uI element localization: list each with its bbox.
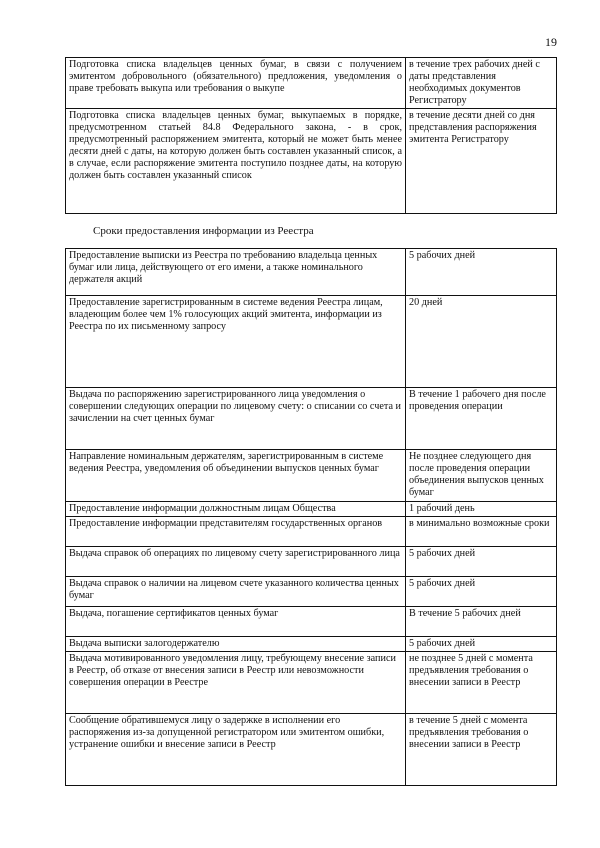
table-row xyxy=(66,388,557,450)
action-cell: Выдача справок об операциях по лицевому счету зарегистрированного лица xyxy=(66,547,406,577)
deadline-cell: 20 дней xyxy=(406,296,557,388)
table-row xyxy=(66,58,557,109)
deadline-cell: 5 рабочих дней xyxy=(406,577,557,607)
table-row xyxy=(66,607,557,637)
action-cell: Предоставление информации представителям государственных органов xyxy=(66,517,406,547)
section-title: Сроки предоставления информации из Реестра xyxy=(93,225,314,237)
deadline-cell: Не позднее следующего дня после проведения операции объединения выпусков ценных бумаг xyxy=(406,450,557,502)
action-cell: Выдача по распоряжению зарегистрированного лица уведомления о совершении следующих операции по лицевому счету: о списании со счета и зачислении на счет ценных бумаг xyxy=(66,388,406,450)
action-cell: Предоставление выписки из Реестра по требованию владельца ценных бумаг или лица, действующего от его имени, а также номинального держателя акций xyxy=(66,249,406,296)
table-row xyxy=(66,109,557,214)
deadline-cell: 5 рабочих дней xyxy=(406,637,557,652)
table-row xyxy=(66,577,557,607)
top-deadlines-table xyxy=(65,57,557,214)
table-row xyxy=(66,502,557,517)
deadline-cell: В течение 1 рабочего дня после проведения операции xyxy=(406,388,557,450)
deadline-cell: в течение десяти дней со дня представления распоряжения эмитента Регистратору xyxy=(406,109,557,214)
action-cell: Выдача выписки залогодержателю xyxy=(66,637,406,652)
deadline-cell: не позднее 5 дней с момента предъявления требования о внесении записи в Реестр xyxy=(406,652,557,714)
action-cell: Выдача мотивированного уведомления лицу, требующему внесение записи в Реестр, об отказе от внесения записи в Реестр или невозможности совершения операции в Реестре xyxy=(66,652,406,714)
deadline-cell: в течение 5 дней с момента предъявления требования о внесении записи в Реестр xyxy=(406,714,557,786)
action-cell: Направление номинальным держателям, зарегистрированным в системе ведения Реестра, уведомления об объединении выпусков ценных бумаг xyxy=(66,450,406,502)
deadline-cell: 5 рабочих дней xyxy=(406,547,557,577)
page-number: 19 xyxy=(545,35,557,49)
table-row xyxy=(66,652,557,714)
table-row xyxy=(66,547,557,577)
info-deadlines-table xyxy=(65,248,557,786)
table-row xyxy=(66,637,557,652)
table-row xyxy=(66,249,557,296)
action-cell: Предоставление зарегистрированным в системе ведения Реестра лицам, владеющим более чем 1% голосующих акций эмитента, информации из Реестра по их письменному запросу xyxy=(66,296,406,388)
deadline-cell: в минимально возможные сроки xyxy=(406,517,557,547)
action-cell: Выдача справок о наличии на лицевом счете указанного количества ценных бумаг xyxy=(66,577,406,607)
action-cell: Подготовка списка владельцев ценных бумаг, в связи с получением эмитентом добровольного (обязательного) предложения, уведомления о праве требовать выкупа или требования о выкупе xyxy=(66,58,406,109)
table-row xyxy=(66,517,557,547)
table-row xyxy=(66,450,557,502)
action-cell: Предоставление информации должностным лицам Общества xyxy=(66,502,406,517)
deadline-cell: 5 рабочих дней xyxy=(406,249,557,296)
action-cell: Выдача, погашение сертификатов ценных бумаг xyxy=(66,607,406,637)
deadline-cell: В течение 5 рабочих дней xyxy=(406,607,557,637)
table-row xyxy=(66,296,557,388)
action-cell: Подготовка списка владельцев ценных бумаг, выкупаемых в порядке, предусмотренном статьей 84.8 Федерального закона, - в срок, предусмотренный распоряжением эмитента, который не может быть менее десяти дней с даты, на которую должен быть составлен указанный список, а в случае, если распоряжение эмитента поступило позднее даты, на которую должен быть составлен указанный список xyxy=(66,109,406,214)
action-cell: Сообщение обратившемуся лицу о задержке в исполнении его распоряжения из-за допущенной регистратором или эмитентом ошибки, устранение ошибки и внесение записи в Реестр xyxy=(66,714,406,786)
deadline-cell: 1 рабочий день xyxy=(406,502,557,517)
table-row xyxy=(66,714,557,786)
deadline-cell: в течение трех рабочих дней с даты представления необходимых документов Регистратору xyxy=(406,58,557,109)
